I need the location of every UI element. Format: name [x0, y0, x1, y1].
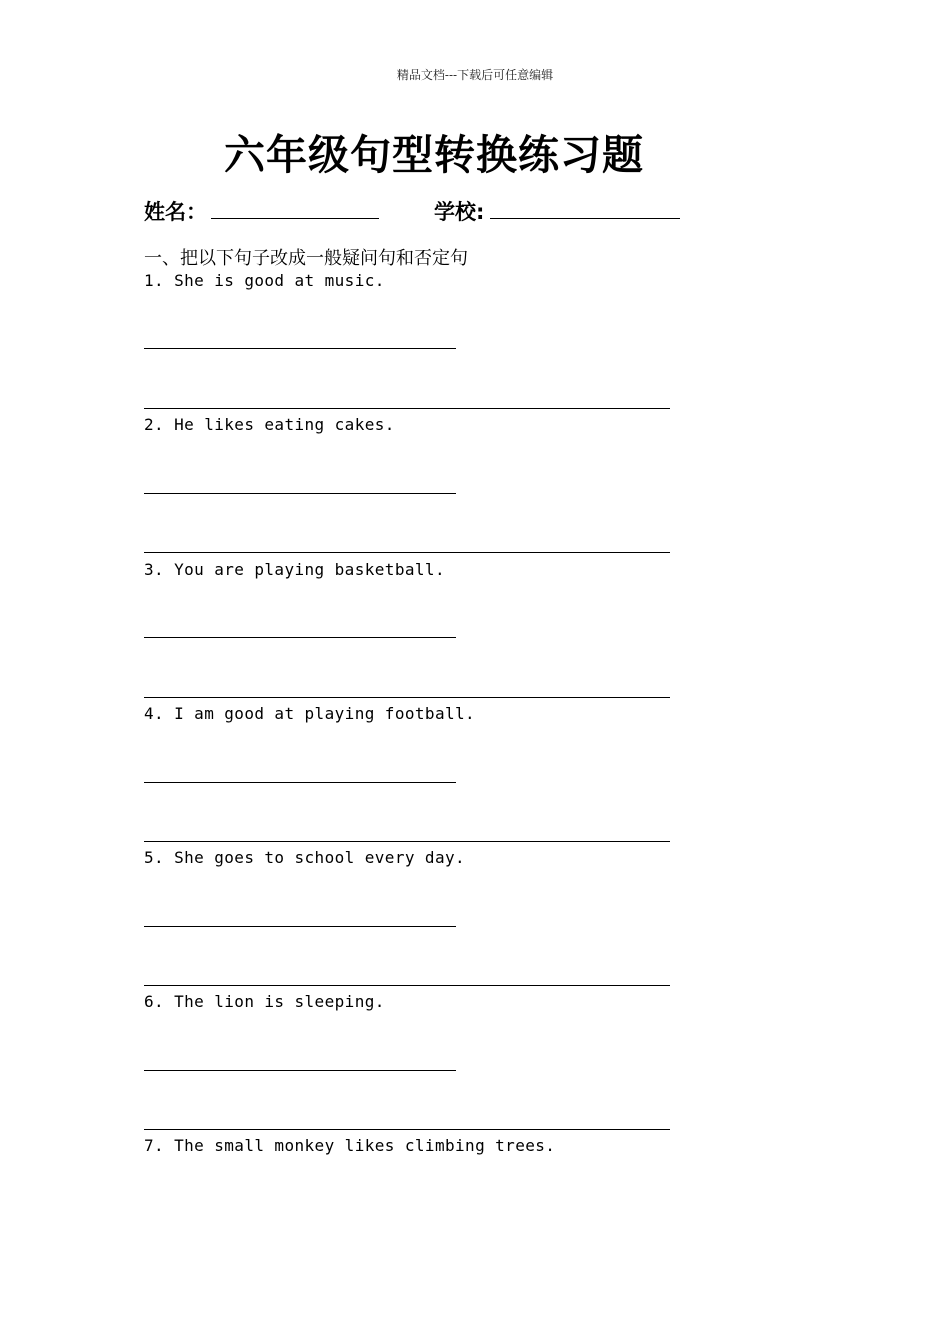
question-2: 2. He likes eating cakes.	[144, 415, 395, 434]
answer-line-question-1[interactable]	[144, 348, 456, 349]
answer-line-negative-4[interactable]	[144, 841, 670, 842]
answer-line-negative-6[interactable]	[144, 1129, 670, 1130]
answer-line-question-4[interactable]	[144, 782, 456, 783]
question-3: 3. You are playing basketball.	[144, 560, 445, 579]
answer-line-question-5[interactable]	[144, 926, 456, 927]
question-4: 4. I am good at playing football.	[144, 704, 476, 723]
answer-line-question-6[interactable]	[144, 1070, 456, 1071]
answer-line-question-2[interactable]	[144, 493, 456, 494]
page-header-note: 精品文档---下载后可任意编辑	[396, 68, 554, 82]
answer-line-question-3[interactable]	[144, 637, 456, 638]
school-blank-line[interactable]	[490, 218, 680, 219]
answer-line-negative-3[interactable]	[144, 697, 670, 698]
section-heading: 一、把以下句子改成一般疑问句和否定句	[144, 248, 468, 269]
answer-line-negative-1[interactable]	[144, 408, 670, 409]
school-label: 学校:	[434, 200, 485, 224]
question-7: 7. The small monkey likes climbing trees.	[144, 1136, 556, 1155]
answer-line-negative-5[interactable]	[144, 985, 670, 986]
question-6: 6. The lion is sleeping.	[144, 992, 385, 1011]
student-info-row	[144, 196, 704, 226]
name-label: 姓名：	[144, 200, 207, 224]
answer-line-negative-2[interactable]	[144, 552, 670, 553]
question-1: 1. She is good at music.	[144, 271, 385, 290]
name-blank-line[interactable]	[211, 218, 379, 219]
question-5: 5. She goes to school every day.	[144, 848, 466, 867]
page-title: 六年级句型转换练习题	[224, 131, 644, 179]
